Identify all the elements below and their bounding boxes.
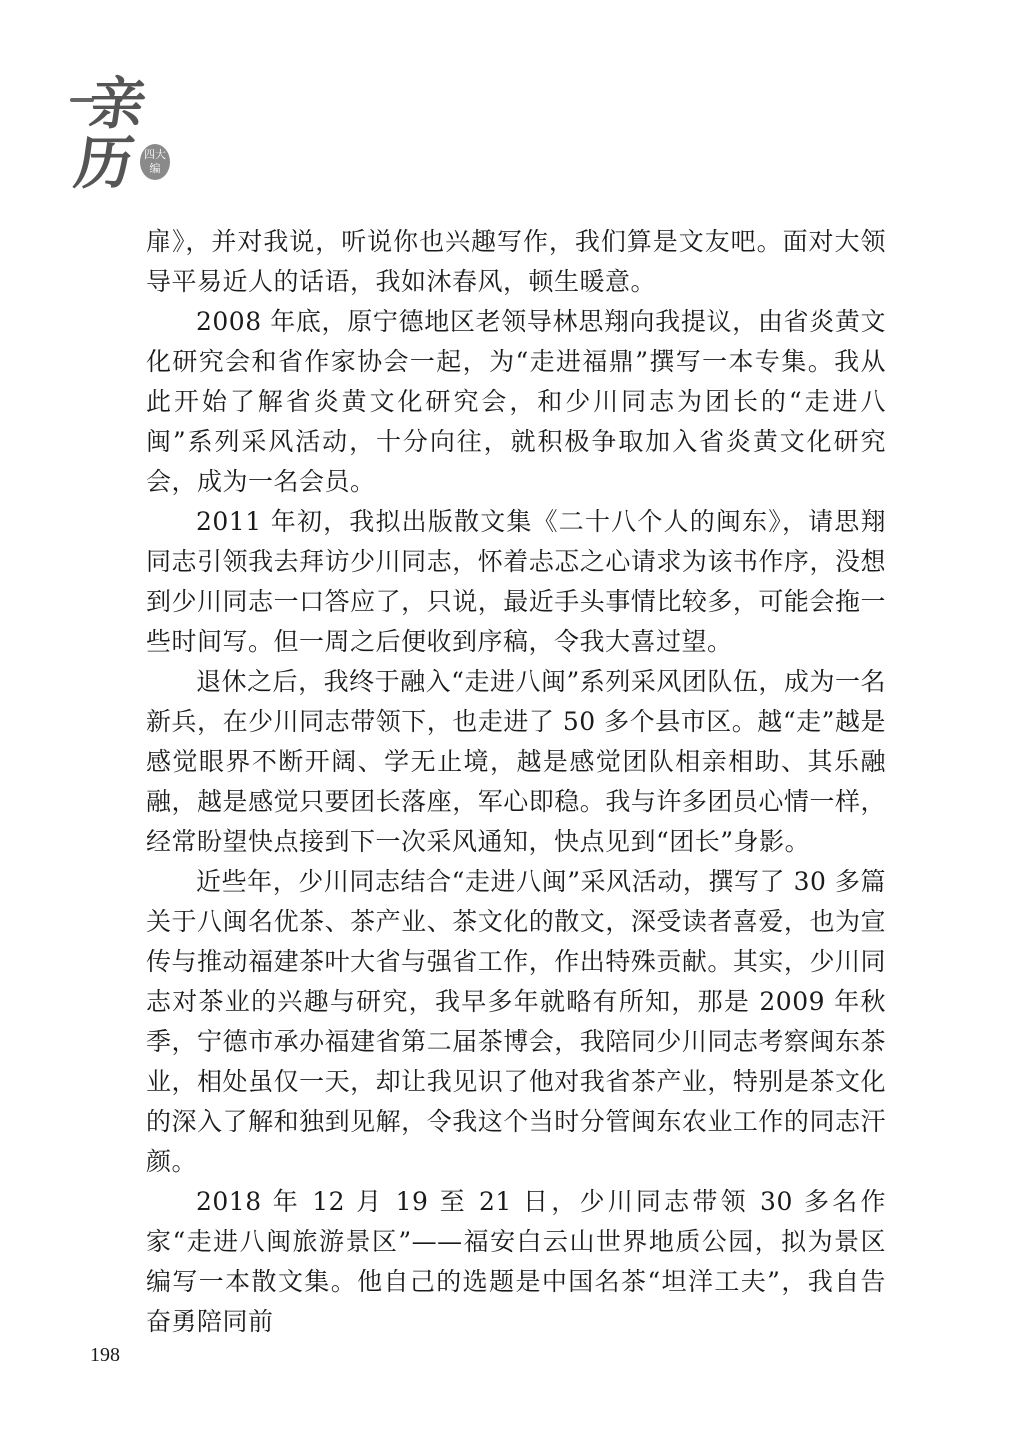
logo-seal: 四大编 [140, 144, 170, 180]
paragraph: 近些年，少川同志结合“走进八闽”采风活动，撰写了 30 多篇关于八闽名优茶、茶产业、茶文化的散文，深受读者喜爱，也为宣传与推动福建茶叶大省与强省工作，作出特殊贡献。其实，少川同志对茶业的兴趣与研究，我早多年就略有所知，那是 2009 年秋季，宁德市承办福建省第二届茶博会，我陪同少川同志考察闽东茶业，相处虽仅一天，却让我见识了他对我省茶产业，特别是茶文化的深入了解和独到见解，令我这个当时分管闽东农业工作的同志汗颜。 [146, 867, 886, 1176]
paragraph: 2011 年初，我拟出版散文集《二十八个人的闽东》，请思翔同志引领我去拜访少川同志，怀着忐忑之心请求为该书作序，没想到少川同志一口答应了，只说，最近手头事情比较多，可能会拖一些时间写。但一周之后便收到序稿，令我大喜过望。 [146, 507, 886, 656]
paragraph: 2008 年底，原宁德地区老领导林思翔向我提议，由省炎黄文化研究会和省作家协会一起，为“走进福鼎”撰写一本专集。我从此开始了解省炎黄文化研究会，和少川同志为团长的“走进八闽”系列采风活动，十分向往，就积极争取加入省炎黄文化研究会，成为一名会员。 [146, 307, 886, 496]
paragraph: 退休之后，我终于融入“走进八闽”系列采风团队伍，成为一名新兵，在少川同志带领下，也走进了 50 多个县市区。越“走”越是感觉眼界不断开阔、学无止境，越是感觉团队相亲相助、其乐融融，越是感觉只要团长落座，军心即稳。我与许多团员心情一样，经常盼望快点接到下一次采风通知，快点见到“团长”身影。 [146, 667, 886, 856]
paragraph: 2018 年 12 月 19 至 21 日，少川同志带领 30 多名作家“走进八闽旅游景区”——福安白云山世界地质公园，拟为景区编写一本散文集。他自己的选题是中国名茶“坦洋工夫”，我自告奋勇陪同前 [146, 1187, 886, 1336]
paragraph: 扉》，并对我说，听说你也兴趣写作，我们算是文友吧。面对大领导平易近人的话语，我如沐春风，顿生暖意。 [146, 227, 886, 296]
logo-char-li: 历 [70, 129, 139, 197]
body-text [146, 222, 886, 1342]
page-number: 198 [90, 1344, 120, 1366]
book-logo [70, 60, 180, 200]
logo-char-qin: 亲 [84, 71, 151, 137]
